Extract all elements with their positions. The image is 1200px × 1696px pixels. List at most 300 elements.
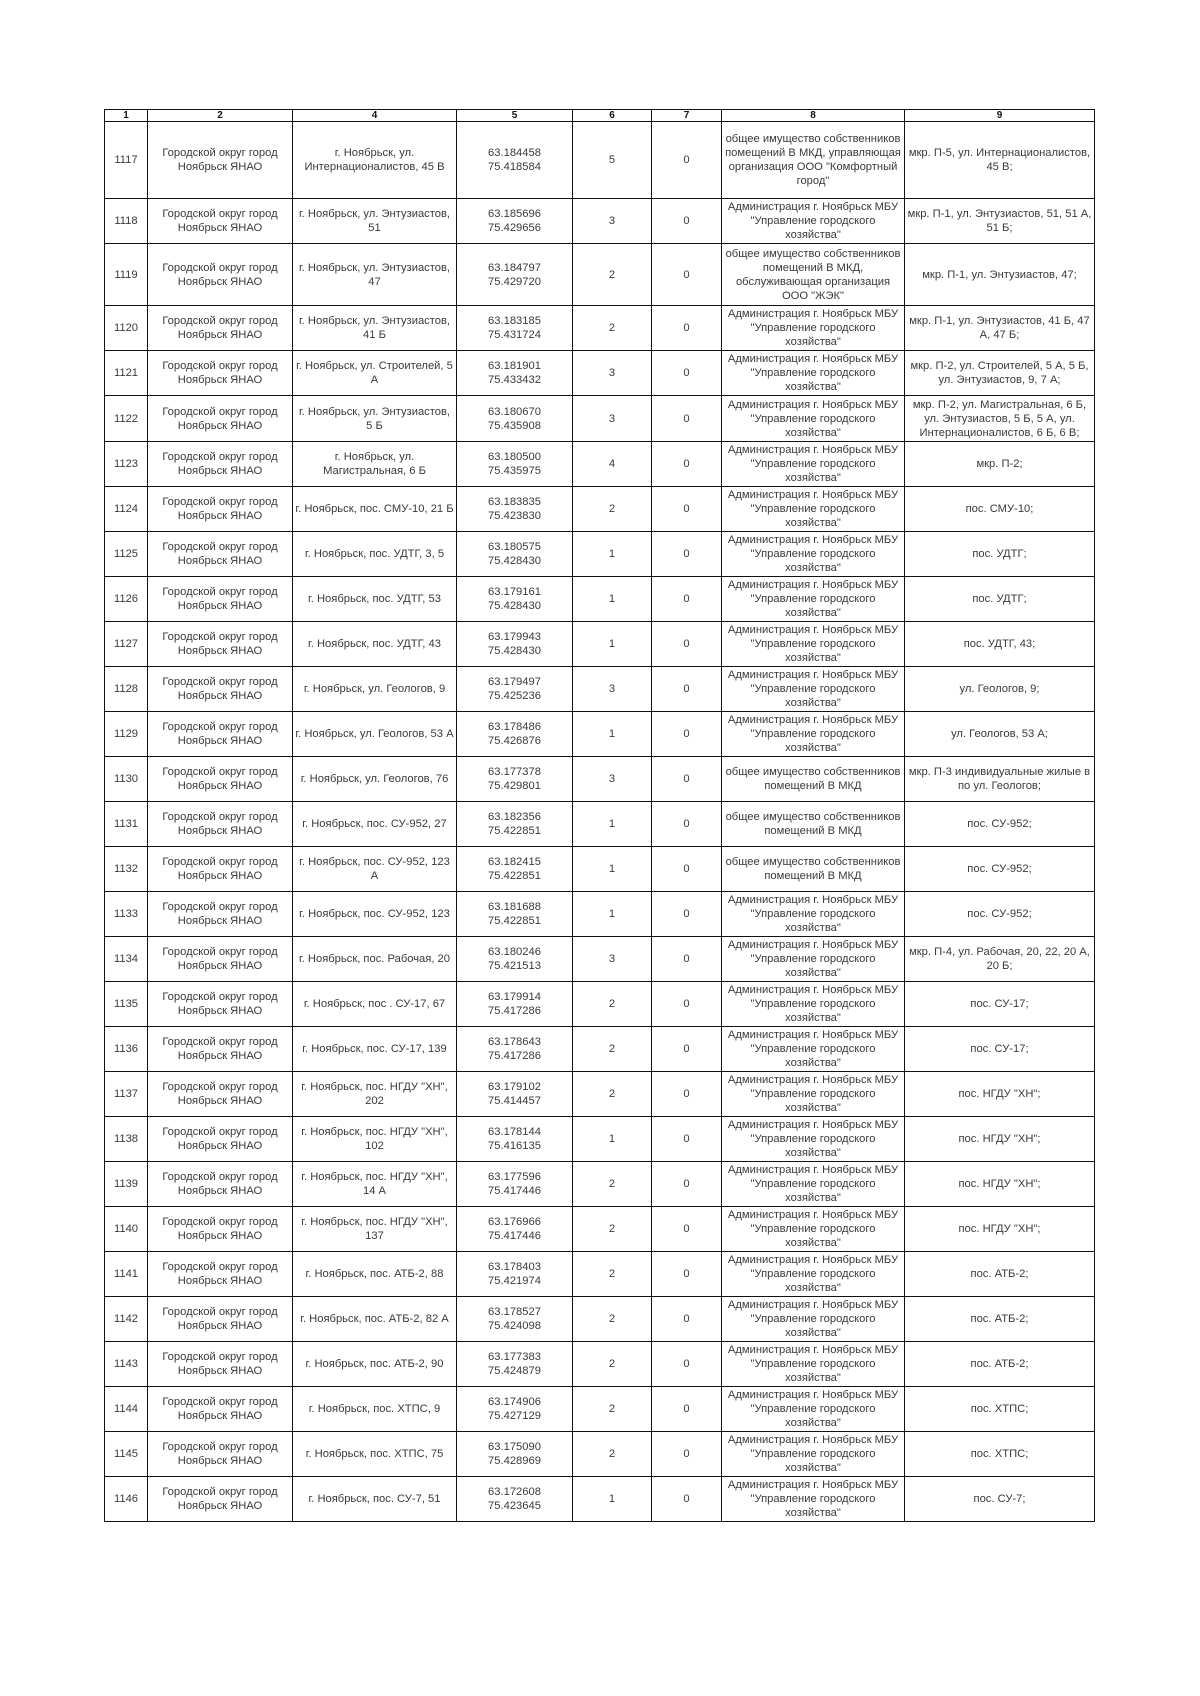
municipality-cell: Городской округ город Ноябрьск ЯНАО (148, 937, 293, 982)
latitude-value: 63.183835 (488, 496, 541, 508)
column-header: 4 (293, 110, 457, 122)
table-row (105, 1297, 1095, 1342)
row-number-cell: 1133 (105, 892, 148, 937)
address-cell: г. Ноябрьск, пос. НГДУ "ХН", 14 А (293, 1162, 457, 1207)
service-area-cell: пос. НГДУ "ХН"; (905, 1207, 1095, 1252)
owner-cell: Администрация г. Ноябрьск МБУ "Управление городского хозяйства" (722, 306, 905, 351)
latitude-value: 63.174906 (488, 1396, 541, 1408)
owner-cell: Администрация г. Ноябрьск МБУ "Управление городского хозяйства" (722, 1162, 905, 1207)
volume-cell: 0 (652, 982, 722, 1027)
owner-cell: Администрация г. Ноябрьск МБУ "Управление городского хозяйства" (722, 532, 905, 577)
coordinates-cell (457, 396, 573, 442)
latitude-value: 63.178643 (488, 1036, 541, 1048)
row-number-cell: 1136 (105, 1027, 148, 1072)
volume-cell: 0 (652, 199, 722, 244)
municipality-cell: Городской округ город Ноябрьск ЯНАО (148, 1432, 293, 1477)
address-cell: г. Ноябрьск, ул. Геологов, 76 (293, 757, 457, 802)
table-row (105, 306, 1095, 351)
count-cell: 5 (573, 122, 652, 199)
count-cell: 1 (573, 802, 652, 847)
address-cell: г. Ноябрьск, ул. Энтузиастов, 41 Б (293, 306, 457, 351)
row-number-cell: 1134 (105, 937, 148, 982)
municipality-cell: Городской округ город Ноябрьск ЯНАО (148, 847, 293, 892)
address-cell: г. Ноябрьск, пос. ХТПС, 75 (293, 1432, 457, 1477)
table-row (105, 1027, 1095, 1072)
latitude-value: 63.182356 (488, 811, 541, 823)
count-cell: 2 (573, 1432, 652, 1477)
owner-cell: Администрация г. Ноябрьск МБУ "Управление городского хозяйства" (722, 1477, 905, 1522)
address-cell: г. Ноябрьск, пос. НГДУ "ХН", 102 (293, 1117, 457, 1162)
table-row (105, 802, 1095, 847)
owner-cell: Администрация г. Ноябрьск МБУ "Управление городского хозяйства" (722, 1252, 905, 1297)
service-area-cell: пос. АТБ-2; (905, 1252, 1095, 1297)
municipality-cell: Городской округ город Ноябрьск ЯНАО (148, 802, 293, 847)
longitude-value: 75.425236 (488, 690, 541, 702)
longitude-value: 75.429720 (488, 275, 541, 288)
table-row (105, 442, 1095, 487)
latitude-value: 63.180575 (488, 541, 541, 553)
municipality-cell: Городской округ город Ноябрьск ЯНАО (148, 622, 293, 667)
service-area-cell: пос. НГДУ "ХН"; (905, 1117, 1095, 1162)
latitude-value: 63.179161 (488, 586, 541, 598)
address-cell: г. Ноябрьск, ул. Энтузиастов, 47 (293, 244, 457, 306)
table-row (105, 847, 1095, 892)
owner-cell: Администрация г. Ноябрьск МБУ "Управление городского хозяйства" (722, 1387, 905, 1432)
longitude-value: 75.424098 (488, 1320, 541, 1332)
latitude-value: 63.175090 (488, 1441, 541, 1453)
coordinates-cell (457, 937, 573, 982)
municipality-cell: Городской округ город Ноябрьск ЯНАО (148, 712, 293, 757)
row-number-cell: 1121 (105, 351, 148, 396)
volume-cell: 0 (652, 802, 722, 847)
service-area-cell: ул. Геологов, 53 А; (905, 712, 1095, 757)
longitude-value: 75.423645 (488, 1500, 541, 1512)
latitude-value: 63.178403 (488, 1261, 541, 1273)
coordinates-cell (457, 1342, 573, 1387)
municipality-cell: Городской округ город Ноябрьск ЯНАО (148, 1387, 293, 1432)
row-number-cell: 1120 (105, 306, 148, 351)
volume-cell: 0 (652, 1342, 722, 1387)
row-number-cell: 1140 (105, 1207, 148, 1252)
longitude-value: 75.416135 (488, 1140, 541, 1152)
row-number-cell: 1123 (105, 442, 148, 487)
latitude-value: 63.177596 (488, 1171, 541, 1183)
municipality-cell: Городской округ город Ноябрьск ЯНАО (148, 306, 293, 351)
column-header: 2 (148, 110, 293, 122)
owner-cell: Администрация г. Ноябрьск МБУ "Управление городского хозяйства" (722, 1072, 905, 1117)
row-number-cell: 1118 (105, 199, 148, 244)
row-number-cell: 1132 (105, 847, 148, 892)
volume-cell: 0 (652, 577, 722, 622)
service-area-cell: пос. НГДУ "ХН"; (905, 1162, 1095, 1207)
municipality-cell: Городской округ город Ноябрьск ЯНАО (148, 122, 293, 199)
service-area-cell: пос. СУ-952; (905, 802, 1095, 847)
address-cell: г. Ноябрьск, ул. Интернационалистов, 45 В (293, 122, 457, 199)
count-cell: 2 (573, 487, 652, 532)
count-cell: 2 (573, 1027, 652, 1072)
owner-cell: Администрация г. Ноябрьск МБУ "Управление городского хозяйства" (722, 1342, 905, 1387)
owner-cell: общее имущество собственников помещений В МКД, обслуживающая организация ООО "ЖЭК" (722, 244, 905, 306)
longitude-value: 75.428430 (488, 600, 541, 612)
address-cell: г. Ноябрьск, ул. Геологов, 53 А (293, 712, 457, 757)
row-number-cell: 1128 (105, 667, 148, 712)
coordinates-cell (457, 1207, 573, 1252)
address-cell: г. Ноябрьск, пос. АТБ-2, 82 А (293, 1297, 457, 1342)
row-number-cell: 1131 (105, 802, 148, 847)
table-row (105, 892, 1095, 937)
address-cell: г. Ноябрьск, пос. СУ-952, 27 (293, 802, 457, 847)
municipality-cell: Городской округ город Ноябрьск ЯНАО (148, 577, 293, 622)
owner-cell: Администрация г. Ноябрьск МБУ "Управление городского хозяйства" (722, 577, 905, 622)
address-cell: г. Ноябрьск, пос. СУ-952, 123 (293, 892, 457, 937)
table-row (105, 199, 1095, 244)
service-area-cell: пос. СУ-17; (905, 1027, 1095, 1072)
table-row (105, 577, 1095, 622)
longitude-value: 75.427129 (488, 1410, 541, 1422)
count-cell: 1 (573, 712, 652, 757)
table-row (105, 712, 1095, 757)
count-cell: 2 (573, 1072, 652, 1117)
municipality-cell: Городской округ город Ноябрьск ЯНАО (148, 892, 293, 937)
table-row (105, 1162, 1095, 1207)
longitude-value: 75.423830 (488, 510, 541, 522)
volume-cell: 0 (652, 622, 722, 667)
count-cell: 1 (573, 892, 652, 937)
table-row (105, 396, 1095, 442)
municipality-cell: Городской округ город Ноябрьск ЯНАО (148, 1072, 293, 1117)
longitude-value: 75.422851 (488, 870, 541, 882)
latitude-value: 63.180670 (488, 405, 541, 418)
latitude-value: 63.184458 (488, 147, 541, 159)
count-cell: 2 (573, 982, 652, 1027)
coordinates-cell (457, 667, 573, 712)
latitude-value: 63.182415 (488, 856, 541, 868)
owner-cell: Администрация г. Ноябрьск МБУ "Управление городского хозяйства" (722, 1117, 905, 1162)
address-cell: г. Ноябрьск, пос. АТБ-2, 88 (293, 1252, 457, 1297)
longitude-value: 75.421513 (488, 960, 541, 972)
row-number-cell: 1143 (105, 1342, 148, 1387)
table-row (105, 351, 1095, 396)
municipality-cell: Городской округ город Ноябрьск ЯНАО (148, 244, 293, 306)
volume-cell: 0 (652, 1477, 722, 1522)
volume-cell: 0 (652, 892, 722, 937)
municipality-cell: Городской округ город Ноябрьск ЯНАО (148, 396, 293, 442)
coordinates-cell (457, 351, 573, 396)
service-area-cell: мкр. П-4, ул. Рабочая, 20, 22, 20 А, 20 Б; (905, 937, 1095, 982)
coordinates-cell (457, 1072, 573, 1117)
table-row (105, 122, 1095, 199)
volume-cell: 0 (652, 667, 722, 712)
longitude-value: 75.433432 (488, 374, 541, 386)
municipality-cell: Городской округ город Ноябрьск ЯНАО (148, 487, 293, 532)
volume-cell: 0 (652, 1252, 722, 1297)
table-row (105, 1477, 1095, 1522)
coordinates-cell (457, 532, 573, 577)
address-cell: г. Ноябрьск, ул. Энтузиастов, 51 (293, 199, 457, 244)
owner-cell: общее имущество собственников помещений В МКД (722, 802, 905, 847)
service-area-cell: пос. АТБ-2; (905, 1342, 1095, 1387)
volume-cell: 0 (652, 396, 722, 442)
coordinates-cell (457, 757, 573, 802)
service-area-cell: мкр. П-2, ул. Строителей, 5 А, 5 Б, ул. Энтузиастов, 9, 7 А; (905, 351, 1095, 396)
column-header: 7 (652, 110, 722, 122)
service-area-cell: пос. СУ-952; (905, 847, 1095, 892)
count-cell: 1 (573, 532, 652, 577)
table-row (105, 937, 1095, 982)
coordinates-cell (457, 982, 573, 1027)
count-cell: 3 (573, 757, 652, 802)
column-header: 1 (105, 110, 148, 122)
count-cell: 3 (573, 199, 652, 244)
column-header: 9 (905, 110, 1095, 122)
longitude-value: 75.435975 (488, 465, 541, 477)
address-cell: г. Ноябрьск, пос. СУ-17, 139 (293, 1027, 457, 1072)
owner-cell: Администрация г. Ноябрьск МБУ "Управление городского хозяйства" (722, 442, 905, 487)
longitude-value: 75.414457 (488, 1095, 541, 1107)
service-area-cell: мкр. П-3 индивидуальные жилые в по ул. Геологов; (905, 757, 1095, 802)
row-number-cell: 1126 (105, 577, 148, 622)
municipality-cell: Городской округ город Ноябрьск ЯНАО (148, 1117, 293, 1162)
service-area-cell: пос. УДТГ, 43; (905, 622, 1095, 667)
coordinates-cell (457, 442, 573, 487)
count-cell: 3 (573, 667, 652, 712)
longitude-value: 75.428430 (488, 555, 541, 567)
row-number-cell: 1129 (105, 712, 148, 757)
row-number-cell: 1139 (105, 1162, 148, 1207)
owner-cell: Администрация г. Ноябрьск МБУ "Управление городского хозяйства" (722, 1432, 905, 1477)
coordinates-cell (457, 487, 573, 532)
count-cell: 1 (573, 1477, 652, 1522)
latitude-value: 63.179943 (488, 631, 541, 643)
count-cell: 2 (573, 1162, 652, 1207)
longitude-value: 75.417446 (488, 1230, 541, 1242)
volume-cell: 0 (652, 712, 722, 757)
address-cell: г. Ноябрьск, пос. УДТГ, 43 (293, 622, 457, 667)
count-cell: 2 (573, 306, 652, 351)
coordinates-cell (457, 892, 573, 937)
owner-cell: Администрация г. Ноябрьск МБУ "Управление городского хозяйства" (722, 199, 905, 244)
latitude-value: 63.185696 (488, 208, 541, 220)
service-area-cell: пос. УДТГ; (905, 577, 1095, 622)
volume-cell: 0 (652, 1207, 722, 1252)
longitude-value: 75.428969 (488, 1455, 541, 1467)
municipality-cell: Городской округ город Ноябрьск ЯНАО (148, 1252, 293, 1297)
count-cell: 2 (573, 1387, 652, 1432)
longitude-value: 75.424879 (488, 1365, 541, 1377)
address-cell: г. Ноябрьск, пос. НГДУ "ХН", 137 (293, 1207, 457, 1252)
address-cell: г. Ноябрьск, пос. Рабочая, 20 (293, 937, 457, 982)
address-cell: г. Ноябрьск, пос . СУ-17, 67 (293, 982, 457, 1027)
volume-cell: 0 (652, 122, 722, 199)
latitude-value: 63.181901 (488, 360, 541, 372)
municipality-cell: Городской округ город Ноябрьск ЯНАО (148, 1297, 293, 1342)
longitude-value: 75.429656 (488, 222, 541, 234)
volume-cell: 0 (652, 487, 722, 532)
service-area-cell: ул. Геологов, 9; (905, 667, 1095, 712)
owner-cell: Администрация г. Ноябрьск МБУ "Управление городского хозяйства" (722, 351, 905, 396)
volume-cell: 0 (652, 442, 722, 487)
latitude-value: 63.172608 (488, 1486, 541, 1498)
service-area-cell: пос. СМУ-10; (905, 487, 1095, 532)
row-number-cell: 1138 (105, 1117, 148, 1162)
address-cell: г. Ноябрьск, пос. СУ-952, 123 А (293, 847, 457, 892)
latitude-value: 63.177378 (488, 766, 541, 778)
owner-cell: общее имущество собственников помещений В МКД, управляющая организация ООО "Комфортный город" (722, 122, 905, 199)
coordinates-cell (457, 802, 573, 847)
volume-cell: 0 (652, 306, 722, 351)
table-row (105, 757, 1095, 802)
count-cell: 2 (573, 1207, 652, 1252)
longitude-value: 75.417286 (488, 1050, 541, 1062)
volume-cell: 0 (652, 1027, 722, 1072)
row-number-cell: 1135 (105, 982, 148, 1027)
count-cell: 2 (573, 1342, 652, 1387)
latitude-value: 63.178144 (488, 1126, 541, 1138)
longitude-value: 75.417446 (488, 1185, 541, 1197)
row-number-cell: 1117 (105, 122, 148, 199)
longitude-value: 75.431724 (488, 329, 541, 341)
volume-cell: 0 (652, 1432, 722, 1477)
volume-cell: 0 (652, 937, 722, 982)
address-cell: г. Ноябрьск, пос. УДТГ, 3, 5 (293, 532, 457, 577)
count-cell: 1 (573, 622, 652, 667)
longitude-value: 75.418584 (488, 161, 541, 173)
longitude-value: 75.435908 (488, 419, 541, 432)
service-area-cell: пос. ХТПС; (905, 1432, 1095, 1477)
address-cell: г. Ноябрьск, пос. ХТПС, 9 (293, 1387, 457, 1432)
row-number-cell: 1141 (105, 1252, 148, 1297)
table-row (105, 1252, 1095, 1297)
count-cell: 3 (573, 351, 652, 396)
municipality-cell: Городской округ город Ноябрьск ЯНАО (148, 982, 293, 1027)
municipality-cell: Городской округ город Ноябрьск ЯНАО (148, 1342, 293, 1387)
municipality-cell: Городской округ город Ноябрьск ЯНАО (148, 1207, 293, 1252)
row-number-cell: 1142 (105, 1297, 148, 1342)
table-row (105, 1117, 1095, 1162)
count-cell: 1 (573, 577, 652, 622)
longitude-value: 75.421974 (488, 1275, 541, 1287)
coordinates-cell (457, 622, 573, 667)
longitude-value: 75.422851 (488, 825, 541, 837)
coordinates-cell (457, 244, 573, 306)
municipality-cell: Городской округ город Ноябрьск ЯНАО (148, 532, 293, 577)
count-cell: 3 (573, 937, 652, 982)
address-cell: г. Ноябрьск, пос. УДТГ, 53 (293, 577, 457, 622)
coordinates-cell (457, 577, 573, 622)
latitude-value: 63.183185 (488, 315, 541, 327)
service-area-cell: мкр. П-2; (905, 442, 1095, 487)
service-area-cell: мкр. П-2, ул. Магистральная, 6 Б, ул. Энтузиастов, 5 Б, 5 А, ул. Интернационалистов, 6 Б, 6 В; (905, 396, 1095, 442)
row-number-cell: 1127 (105, 622, 148, 667)
latitude-value: 63.178486 (488, 721, 541, 733)
row-number-cell: 1137 (105, 1072, 148, 1117)
service-area-cell: пос. НГДУ "ХН"; (905, 1072, 1095, 1117)
coordinates-cell (457, 1252, 573, 1297)
row-number-cell: 1124 (105, 487, 148, 532)
row-number-cell: 1145 (105, 1432, 148, 1477)
coordinates-cell (457, 1297, 573, 1342)
volume-cell: 0 (652, 532, 722, 577)
service-area-cell: мкр. П-1, ул. Энтузиастов, 41 Б, 47 А, 47 Б; (905, 306, 1095, 351)
longitude-value: 75.429801 (488, 780, 541, 792)
service-area-cell: мкр. П-1, ул. Энтузиастов, 47; (905, 244, 1095, 306)
municipality-cell: Городской округ город Ноябрьск ЯНАО (148, 667, 293, 712)
coordinates-cell (457, 712, 573, 757)
table-row (105, 1342, 1095, 1387)
volume-cell: 0 (652, 351, 722, 396)
latitude-value: 63.180500 (488, 451, 541, 463)
owner-cell: Администрация г. Ноябрьск МБУ "Управление городского хозяйства" (722, 937, 905, 982)
volume-cell: 0 (652, 757, 722, 802)
coordinates-cell (457, 1387, 573, 1432)
coordinates-cell (457, 199, 573, 244)
longitude-value: 75.422851 (488, 915, 541, 927)
table-row (105, 667, 1095, 712)
volume-cell: 0 (652, 1162, 722, 1207)
coordinates-cell (457, 1432, 573, 1477)
latitude-value: 63.180246 (488, 946, 541, 958)
address-cell: г. Ноябрьск, пос. СМУ-10, 21 Б (293, 487, 457, 532)
address-cell: г. Ноябрьск, ул. Магистральная, 6 Б (293, 442, 457, 487)
coordinates-cell (457, 1117, 573, 1162)
column-header: 6 (573, 110, 652, 122)
latitude-value: 63.184797 (488, 261, 541, 274)
table-body (105, 122, 1095, 1522)
table-row (105, 982, 1095, 1027)
coordinates-cell (457, 847, 573, 892)
volume-cell: 0 (652, 1117, 722, 1162)
latitude-value: 63.178527 (488, 1306, 541, 1318)
row-number-cell: 1125 (105, 532, 148, 577)
volume-cell: 0 (652, 1297, 722, 1342)
row-number-cell: 1146 (105, 1477, 148, 1522)
coordinates-cell (457, 306, 573, 351)
volume-cell: 0 (652, 847, 722, 892)
owner-cell: Администрация г. Ноябрьск МБУ "Управление городского хозяйства" (722, 892, 905, 937)
owner-cell: Администрация г. Ноябрьск МБУ "Управление городского хозяйства" (722, 622, 905, 667)
latitude-value: 63.177383 (488, 1351, 541, 1363)
coordinates-cell (457, 1027, 573, 1072)
registry-table (104, 109, 1095, 1522)
column-header: 8 (722, 110, 905, 122)
row-number-cell: 1130 (105, 757, 148, 802)
coordinates-cell (457, 122, 573, 199)
table-row (105, 1387, 1095, 1432)
coordinates-cell (457, 1477, 573, 1522)
municipality-cell: Городской округ город Ноябрьск ЯНАО (148, 1477, 293, 1522)
count-cell: 2 (573, 1252, 652, 1297)
service-area-cell: пос. СУ-17; (905, 982, 1095, 1027)
address-cell: г. Ноябрьск, ул. Геологов, 9 (293, 667, 457, 712)
municipality-cell: Городской округ город Ноябрьск ЯНАО (148, 1027, 293, 1072)
table-row (105, 244, 1095, 306)
owner-cell: Администрация г. Ноябрьск МБУ "Управление городского хозяйства" (722, 667, 905, 712)
latitude-value: 63.181688 (488, 901, 541, 913)
owner-cell: Администрация г. Ноябрьск МБУ "Управление городского хозяйства" (722, 396, 905, 442)
table-row (105, 487, 1095, 532)
table-row (105, 1432, 1095, 1477)
municipality-cell: Городской округ город Ноябрьск ЯНАО (148, 442, 293, 487)
owner-cell: Администрация г. Ноябрьск МБУ "Управление городского хозяйства" (722, 487, 905, 532)
owner-cell: Администрация г. Ноябрьск МБУ "Управление городского хозяйства" (722, 1207, 905, 1252)
latitude-value: 63.179497 (488, 676, 541, 688)
owner-cell: общее имущество собственников помещений В МКД (722, 757, 905, 802)
municipality-cell: Городской округ город Ноябрьск ЯНАО (148, 199, 293, 244)
volume-cell: 0 (652, 1072, 722, 1117)
owner-cell: общее имущество собственников помещений В МКД (722, 847, 905, 892)
coordinates-cell (457, 1162, 573, 1207)
latitude-value: 63.176966 (488, 1216, 541, 1228)
